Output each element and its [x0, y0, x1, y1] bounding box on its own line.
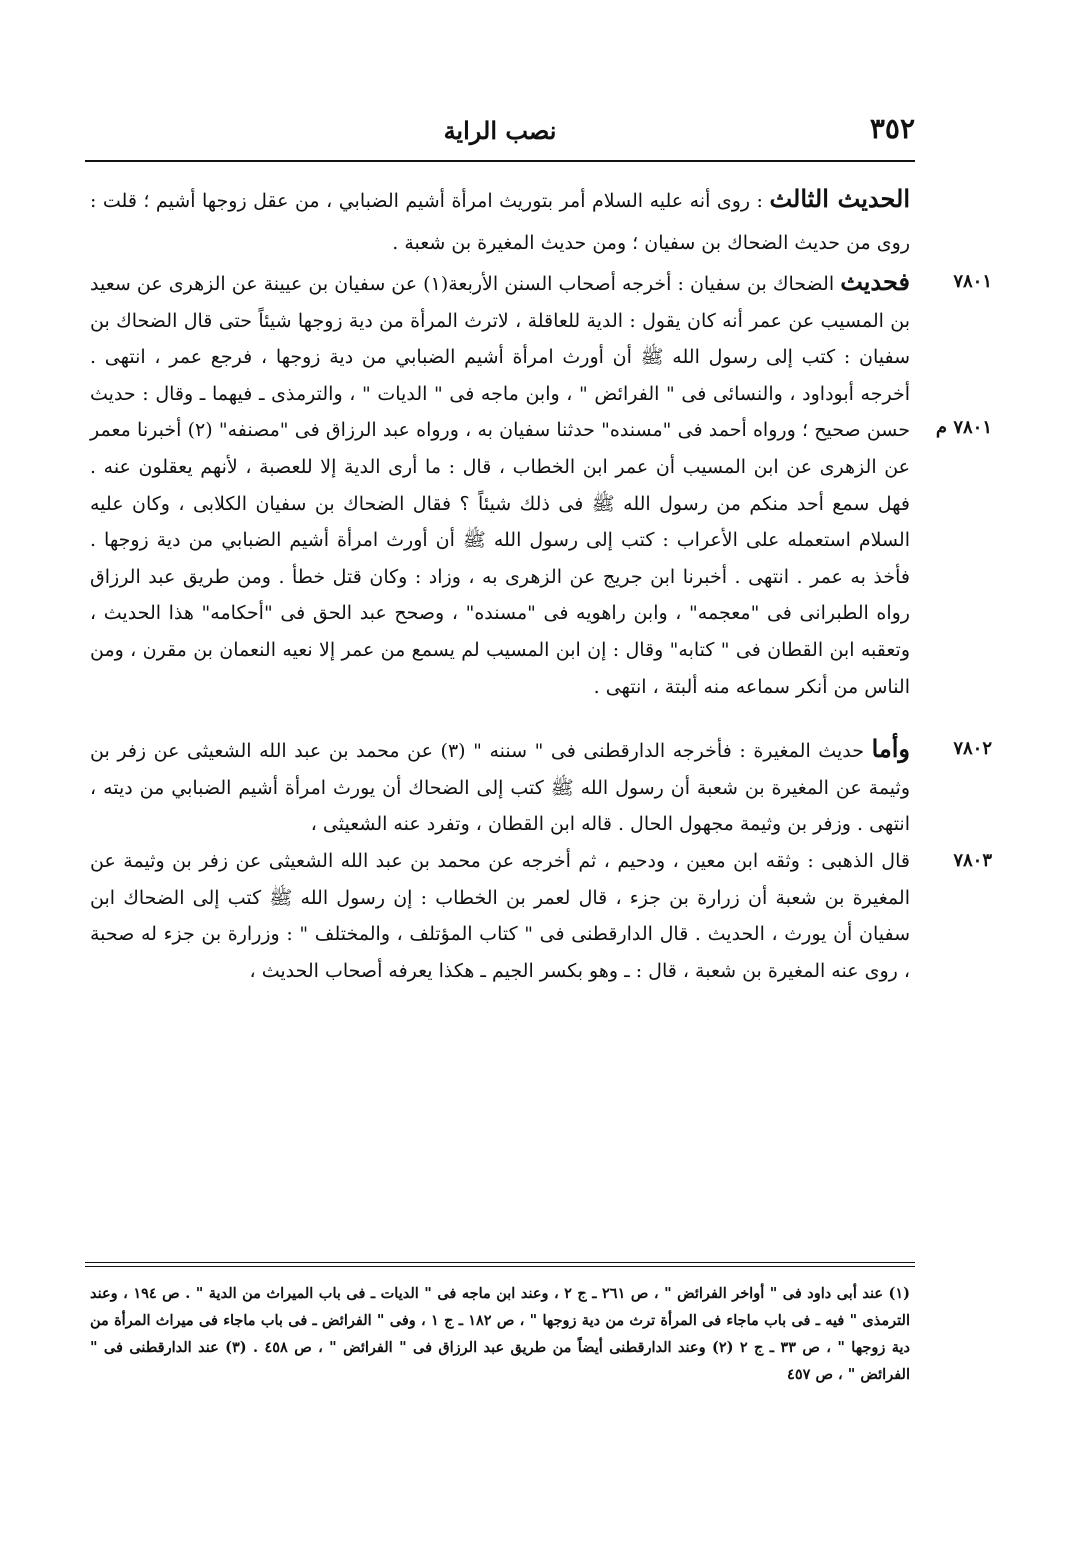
- footnotes: (١) عند أبى داود فى " أواخر الفرائض " ، ص ٢٦١ ـ ج ٢ ، وعند ابن ماجه فى " الديات ـ فى باب الميراث من الدية " . ص ١٩٤ ، وعند الترمذى " فيه ـ فى باب ماجاء فى المرأة ترث من دية زوجها " ، ص ١٨٢ ـ ج ١ ، وفى " الفرائض ـ فى باب ماجاء فى ميراث المرأة من دية زوجها " ، ص ٣٣ ـ ج ٢ (٢) وعند الدارقطنى أيضاً من طريق عبد الرزاق فى " الفرائض " ، ص ٤٥٨ . (٣) عند الدارقطنى فى " الفرائض " ، ص ٤٥٧: [90, 1285, 910, 1383]
- paragraph-lead: فحديث: [840, 267, 910, 296]
- header-rule: [85, 160, 915, 162]
- paragraph-text: الضحاك بن سفيان : أخرجه أصحاب السنن الأربعة(١) عن سفيان بن عيينة عن الزهرى عن سعيد بن المسيب عن عمر أنه كان يقول : الدية للعاقلة ، لاترث المرأة من دية زوجها شيئاً حتى قال الضحاك بن سفيان : كتب إلى رسول الله ﷺ أن أورث امرأة أشيم الضبابي من دية زوجها ، فرجع عمر ، انتهى . أخرجه أبوداود ، والنسائى فى " الفرائض " ، وابن ماجه فى " الديات " ، والترمذى ـ فيهما ـ وقال : حديث حسن صحيح ؛ ورواه أحمد فى "مسنده" حدثنا سفيان به ، ورواه عبد الرزاق فى "مصنفه" (٢) أخبرنا معمر عن الزهرى عن ابن المسيب أن عمر ابن الخطاب ، قال : ما أرى الدية إلا للعصبة ، لأنهم يعقلون عنه . فهل سمع أحد منكم من رسول الله ﷺ فى ذلك شيئاً ؟ فقال الضحاك بن سفيان الكلابى ، وكان عليه السلام استعمله على الأعراب : كتب إلى رسول الله ﷺ أن أورث امرأة أشيم الضبابي من دية زوجها . فأخذ به عمر . انتهى . أخبرنا ابن جريج عن الزهرى به ، وزاد : وكان قتل خطأ . ومن طريق عبد الرزاق رواه الطبرانى فى "معجمه" ، وابن راهويه فى "مسنده" ، وصحح عبد الحق فى "أحكامه" هذا الحديث ، وتعقبه ابن القطان فى " كتابه" وقال : إن ابن المسيب لم يسمع من عمر إلا نعيه النعمان بن مقرن ، ومن الناس من أنكر سماعه منه ألبتة ، انتهى .: [90, 273, 911, 698]
- footnote-rule-second: [85, 1266, 915, 1267]
- hadith-number-extra: ٧٨٠١ م: [935, 417, 992, 438]
- footnote-rule: [85, 1262, 915, 1263]
- paragraph-hadith-three: [90, 178, 910, 264]
- page-number: ٣٥٢: [869, 112, 915, 145]
- paragraph-7803: [90, 843, 992, 989]
- paragraph-lead: وأما: [871, 734, 910, 764]
- paragraph-7802: [90, 731, 992, 843]
- page-body: [90, 178, 992, 989]
- page-header: [85, 112, 915, 156]
- hadith-number: ٧٨٠٢: [953, 738, 992, 760]
- paragraph-text: قال الذهبى : وثقه ابن معين ، ودحيم ، ثم أخرجه عن محمد بن عبد الله الشعيثى عن زفر بن وثيمة عن المغيرة بن شعبة أن زرارة بن جزء ، قال لعمر بن الخطاب : إن رسول الله ﷺ كتب إلى الضحاك ابن سفيان أن يورث ، الحديث . قال الدارقطنى فى " كتاب المؤتلف ، والمختلف " : وزرارة بن جزء له صحبة ، روى عنه المغيرة بن شعبة ، قال : ـ وهو بكسر الجيم ـ هكذا يعرفه أصحاب الحديث ،: [90, 849, 910, 982]
- running-head: نصب الراية: [443, 116, 557, 145]
- paragraph-7801: [90, 264, 992, 705]
- hadith-number: ٧٨٠٣: [953, 849, 992, 871]
- paragraph-text: : روى أنه عليه السلام أمر بتوريث امرأة أشيم الضبابي ، من عقل زوجها أشيم ؛ قلت : روى من حديث الضحاك بن سفيان ؛ ومن حديث المغيرة بن شعبة .: [90, 190, 910, 254]
- paragraph-lead: الحديث الثالث: [769, 184, 911, 213]
- hadith-number: ٧٨٠١: [953, 271, 992, 292]
- paragraph-text: حديث المغيرة : فأخرجه الدارقطنى فى " سننه " (٣) عن محمد بن عبد الله الشعيثى عن زفر بن وثيمة عن المغيرة بن شعبة أن رسول الله ﷺ كتب إلى الضحاك أن يورث امرأة أشيم الضبابي من ديته ، انتهى . وزفر بن وثيمة مجهول الحال . قاله ابن القطان ، وتفرد عنه الشعيثى ،: [90, 740, 910, 836]
